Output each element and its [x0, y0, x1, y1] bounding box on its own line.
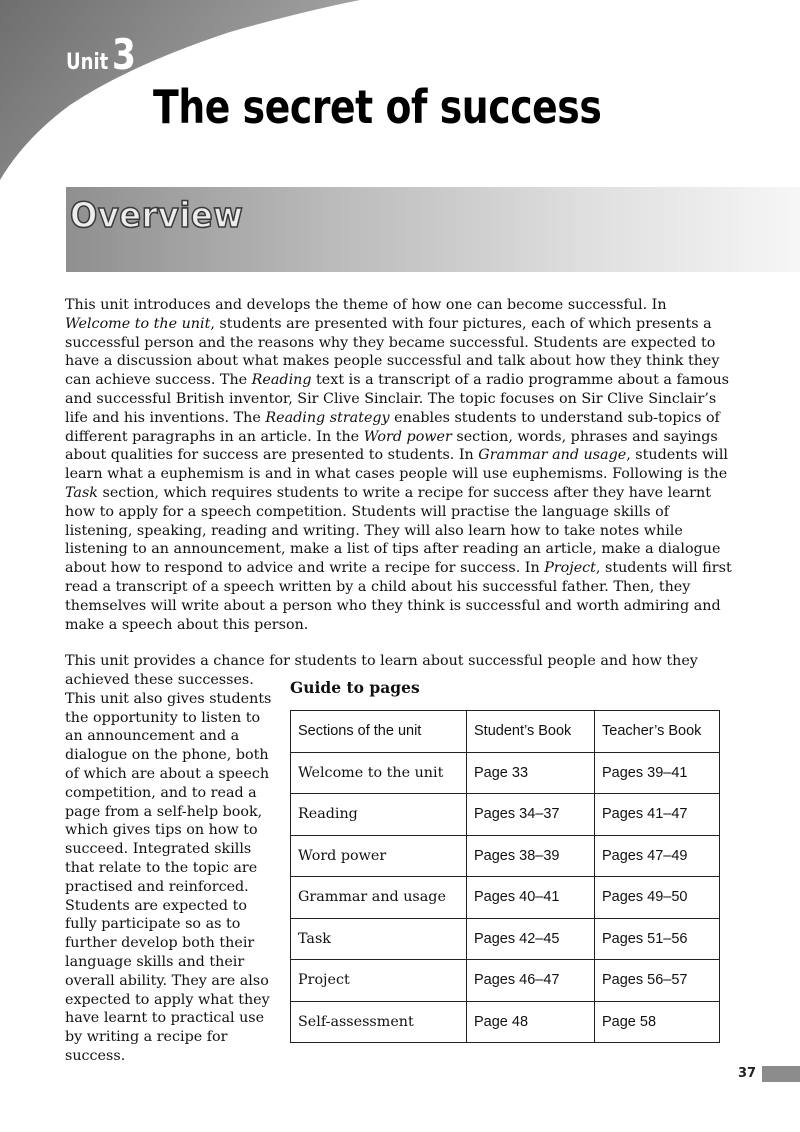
guide-header-row	[291, 711, 720, 753]
table-row	[291, 752, 720, 794]
table-row	[291, 794, 720, 836]
overview-paragraph-1	[65, 296, 735, 634]
table-row	[291, 960, 720, 1002]
students-book-cell: Pages 42–45	[467, 918, 595, 960]
students-book-cell: Pages 40–41	[467, 877, 595, 919]
overview-heading: Overview	[70, 196, 244, 236]
italic-term: Welcome to the unit	[65, 315, 211, 332]
table-row	[291, 835, 720, 877]
section-cell: Project	[291, 960, 467, 1002]
text-run: , students will first read a transcript of a speech written by a child about his successful father. Then, they themselves will write about a person who they think is successful and worth admiring and make a speech about this person.	[65, 560, 732, 633]
page-number-bar	[762, 1066, 800, 1082]
table-row	[291, 1001, 720, 1043]
text-run: enables students to understand sub-topics of different paragraphs in an article. In the	[65, 409, 720, 445]
text-run: This unit introduces and develops the theme of how one can become successful. In	[65, 297, 667, 313]
text-run: , students will learn what a euphemism is and in what cases people will use euphemisms. Following is the	[65, 447, 728, 483]
table-row	[291, 877, 720, 919]
teachers-book-cell: Pages 39–41	[595, 752, 720, 794]
unit-word: Unit	[66, 50, 109, 75]
unit-number: 3	[111, 30, 136, 79]
page-title: The secret of success	[153, 80, 602, 134]
teachers-book-cell: Pages 56–57	[595, 960, 720, 1002]
header-teachers-book: Teacher’s Book	[595, 711, 720, 753]
teachers-book-cell: Page 58	[595, 1001, 720, 1043]
page-number: 37	[738, 1066, 757, 1081]
italic-term: Reading	[251, 372, 312, 389]
italic-term: Grammar and usage	[478, 447, 627, 464]
guide-table	[290, 710, 720, 1043]
section-cell: Welcome to the unit	[291, 752, 467, 794]
text-run: , students are presented with four pictures, each of which presents a successful person and the reasons why they became successful. Students are expected to have a discussion about what makes people successful and talk about how they think they can achieve success. The	[65, 315, 720, 389]
teachers-book-cell: Pages 47–49	[595, 835, 720, 877]
section-cell: Self-assessment	[291, 1001, 467, 1043]
italic-term: Project	[544, 560, 596, 577]
text-run: section, which requires students to write a recipe for success after they have learnt how to apply for a speech competition. Students will practise the language skills of listening, speaking, reading and writing. They will also learn how to take notes while listening to an announcement, make a list of tips after reading an article, make a dialogue about how to respond to advice and write a recipe for success. In	[65, 484, 721, 577]
header-sections: Sections of the unit	[291, 711, 467, 753]
students-book-cell: Pages 34–37	[467, 794, 595, 836]
students-book-cell: Pages 46–47	[467, 960, 595, 1002]
header-students-book: Student’s Book	[467, 711, 595, 753]
italic-term: Reading strategy	[265, 409, 390, 426]
students-book-cell: Pages 38–39	[467, 835, 595, 877]
table-row	[291, 918, 720, 960]
italic-term: Word power	[363, 428, 452, 445]
italic-term: Task	[65, 484, 98, 501]
overview-paragraph-2-first-line: This unit provides a chance for students to learn about successful people and how they	[65, 653, 698, 669]
unit-label	[66, 30, 141, 79]
students-book-cell: Page 33	[467, 752, 595, 794]
students-book-cell: Page 48	[467, 1001, 595, 1043]
teachers-book-cell: Pages 51–56	[595, 918, 720, 960]
section-cell: Task	[291, 918, 467, 960]
section-cell: Word power	[291, 835, 467, 877]
teachers-book-cell: Pages 49–50	[595, 877, 720, 919]
overview-paragraph-2-rest: achieved these successes. This unit also gives students the opportunity to listen to an announcement and a dialogue on the phone, both of which are about a speech competition, and to read a page from a self-help book, which gives tips on how to succeed. Integrated skills that relate to the topic are practised and reinforced. Students are expected to fully participate so as to further develop both their language skills and their overall ability. They are also expected to apply what they have learnt to practical use by writing a recipe for success.	[65, 672, 272, 1064]
text-run: section, words, phrases and sayings about qualities for success are presented to students. In	[65, 428, 718, 464]
teachers-book-cell: Pages 41–47	[595, 794, 720, 836]
guide-title: Guide to pages	[290, 678, 420, 697]
section-cell: Grammar and usage	[291, 877, 467, 919]
text-run: text is a transcript of a radio programme about a famous and successful British inventor, Sir Clive Sinclair. The topic focuses on Sir Clive Sinclair’s life and his inventions. The	[65, 372, 729, 426]
section-cell: Reading	[291, 794, 467, 836]
